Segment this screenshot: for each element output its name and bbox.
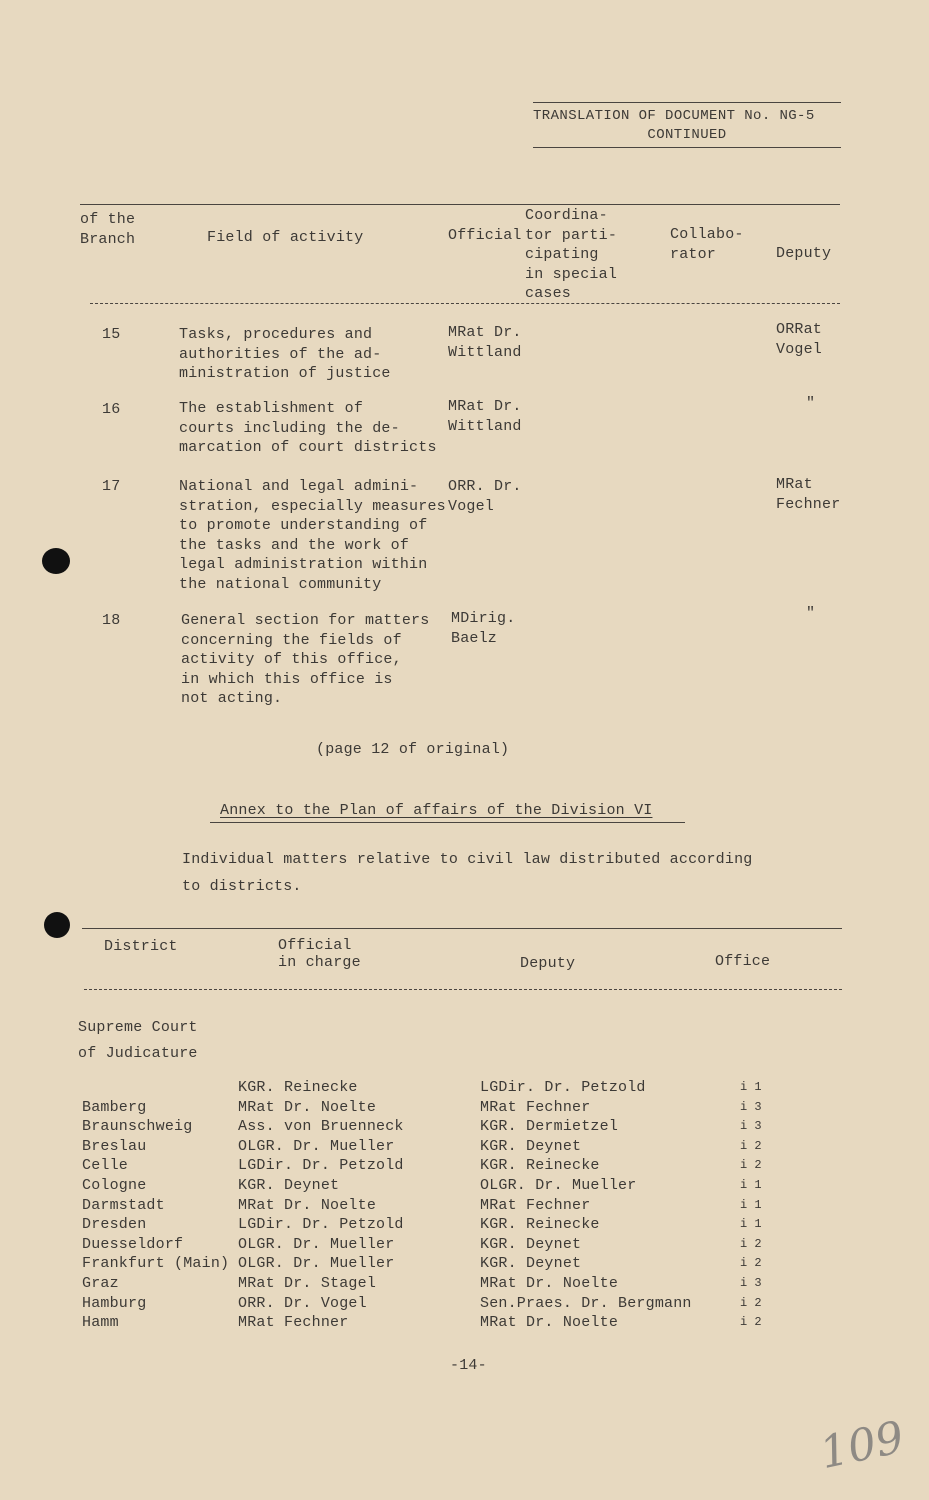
official-in-charge: Ass. von Bruenneck <box>238 1118 404 1136</box>
page-number: -14- <box>450 1357 487 1374</box>
district-name: Graz <box>82 1275 119 1292</box>
official-name: ORR. Dr. Vogel <box>448 478 522 515</box>
district-name: Darmstadt <box>82 1196 165 1214</box>
office-code: i 2 <box>740 1158 762 1173</box>
deputy-name: KGR. Deynet <box>480 1137 582 1155</box>
district-name: Braunschweig <box>82 1118 193 1136</box>
table2-header-rule <box>84 989 842 990</box>
official-in-charge: OLGR. Dr. Mueller <box>238 1137 395 1155</box>
official-in-charge: MRat Dr. Noelte <box>238 1098 377 1116</box>
deputy-name: ORRat Vogel <box>776 321 823 358</box>
col-header-district: District <box>104 938 178 955</box>
col-header-branch: of the Branch <box>80 211 136 248</box>
field-of-activity: The establishment of courts including the de- marcation of court districts <box>179 400 437 456</box>
official-in-charge: OLGR. Dr. Mueller <box>238 1255 395 1273</box>
col-header-official-in-charge: Official in charge <box>278 937 361 971</box>
deputy-name: " <box>806 605 816 622</box>
header-title: TRANSLATION OF DOCUMENT No. NG-5 <box>533 108 815 124</box>
deputy-name: MRat Fechner <box>480 1196 591 1214</box>
ink-blot-icon <box>44 912 70 938</box>
deputy-name: MRat Fechner <box>480 1098 591 1116</box>
official-in-charge: LGDir. Dr. Petzold <box>238 1216 404 1234</box>
office-code: i 3 <box>740 1276 762 1290</box>
deputy-name: KGR. Dermietzel <box>480 1118 619 1136</box>
deputy-name: " <box>806 395 816 412</box>
district-name: Cologne <box>82 1177 147 1194</box>
col-header-office: Office <box>715 953 771 970</box>
official-name: MDirig. Baelz <box>451 610 516 647</box>
district-name: Bamberg <box>82 1098 147 1116</box>
office-code: i 2 <box>740 1295 762 1310</box>
ink-blot-icon <box>42 548 70 574</box>
field-of-activity: National and legal admini- stration, especially measures to promote understanding of the tasks and the work of legal administration within the national community <box>179 478 446 593</box>
office-code: i 1 <box>740 1197 762 1212</box>
district-name: Dresden <box>82 1216 147 1234</box>
deputy-name: KGR. Deynet <box>480 1255 582 1273</box>
col-header-coordinator: Coordina- tor parti- cipating in special cases <box>525 207 618 302</box>
office-code: i 2 <box>740 1236 762 1251</box>
deputy-name: Sen.Praes. Dr. Bergmann <box>480 1294 692 1312</box>
branch-number: 17 <box>102 478 121 495</box>
deputy-name: KGR. Reinecke <box>480 1157 600 1175</box>
page-note: (page 12 of original) <box>316 741 510 758</box>
header-continued: CONTINUED <box>647 127 727 143</box>
district-name: Hamburg <box>82 1294 147 1312</box>
branch-number: 18 <box>102 612 121 629</box>
district-name: Frankfurt (Main) <box>82 1255 230 1273</box>
official-in-charge: LGDir. Dr. Petzold <box>238 1157 404 1175</box>
office-code: i 3 <box>740 1099 762 1114</box>
branch-number: 15 <box>102 326 121 343</box>
deputy-name: LGDir. Dr. Petzold <box>480 1079 646 1096</box>
deputy-name: OLGR. Dr. Mueller <box>480 1177 637 1194</box>
field-of-activity: General section for matters concerning the fields of activity of this office, in which this office is not acting. <box>181 612 430 707</box>
official-in-charge: KGR. Reinecke <box>238 1079 358 1096</box>
official-name: MRat Dr. Wittland <box>448 398 522 435</box>
handwritten-page-number: 109 <box>815 1411 909 1480</box>
deputy-name: KGR. Deynet <box>480 1235 582 1253</box>
col-header-collaborator: Collabo- rator <box>670 226 744 263</box>
district-name: Duesseldorf <box>82 1235 184 1253</box>
table2-top-rule <box>82 928 842 929</box>
office-code: i 1 <box>740 1217 762 1232</box>
col-header-field: Field of activity <box>207 229 364 246</box>
official-name: MRat Dr. Wittland <box>448 324 522 361</box>
office-code: i 2 <box>740 1315 762 1330</box>
official-in-charge: OLGR. Dr. Mueller <box>238 1235 395 1253</box>
office-code: i 3 <box>740 1119 762 1134</box>
office-code: i 2 <box>740 1256 762 1271</box>
office-code: i 1 <box>740 1080 762 1094</box>
official-in-charge: MRat Fechner <box>238 1314 349 1332</box>
col-header-deputy: Deputy <box>520 955 576 972</box>
official-in-charge: MRat Dr. Noelte <box>238 1196 377 1214</box>
annex-intro: Individual matters relative to civil law distributed according to districts. <box>182 851 753 895</box>
col-header-official: Official <box>448 227 522 244</box>
table1-header-rule <box>90 303 840 304</box>
field-of-activity: Tasks, procedures and authorities of the ad- ministration of justice <box>179 326 391 382</box>
district-name: Celle <box>82 1157 129 1175</box>
district-name: Hamm <box>82 1314 119 1332</box>
deputy-name: MRat Dr. Noelte <box>480 1275 619 1292</box>
branch-number: 16 <box>102 401 121 418</box>
office-code: i 1 <box>740 1178 762 1192</box>
official-in-charge: KGR. Deynet <box>238 1177 340 1194</box>
col-header-deputy: Deputy <box>776 245 832 262</box>
deputy-name: MRat Dr. Noelte <box>480 1314 619 1332</box>
official-in-charge: ORR. Dr. Vogel <box>238 1294 367 1312</box>
annex-title: Annex to the Plan of affairs of the Division VI <box>220 802 653 819</box>
deputy-name: MRat Fechner <box>776 476 841 513</box>
table1-top-rule <box>80 204 840 205</box>
district-name: Breslau <box>82 1137 147 1155</box>
deputy-name: KGR. Reinecke <box>480 1216 600 1234</box>
section-supreme-court: Supreme Court of Judicature <box>78 1019 198 1062</box>
official-in-charge: MRat Dr. Stagel <box>238 1275 377 1292</box>
office-code: i 2 <box>740 1138 762 1153</box>
